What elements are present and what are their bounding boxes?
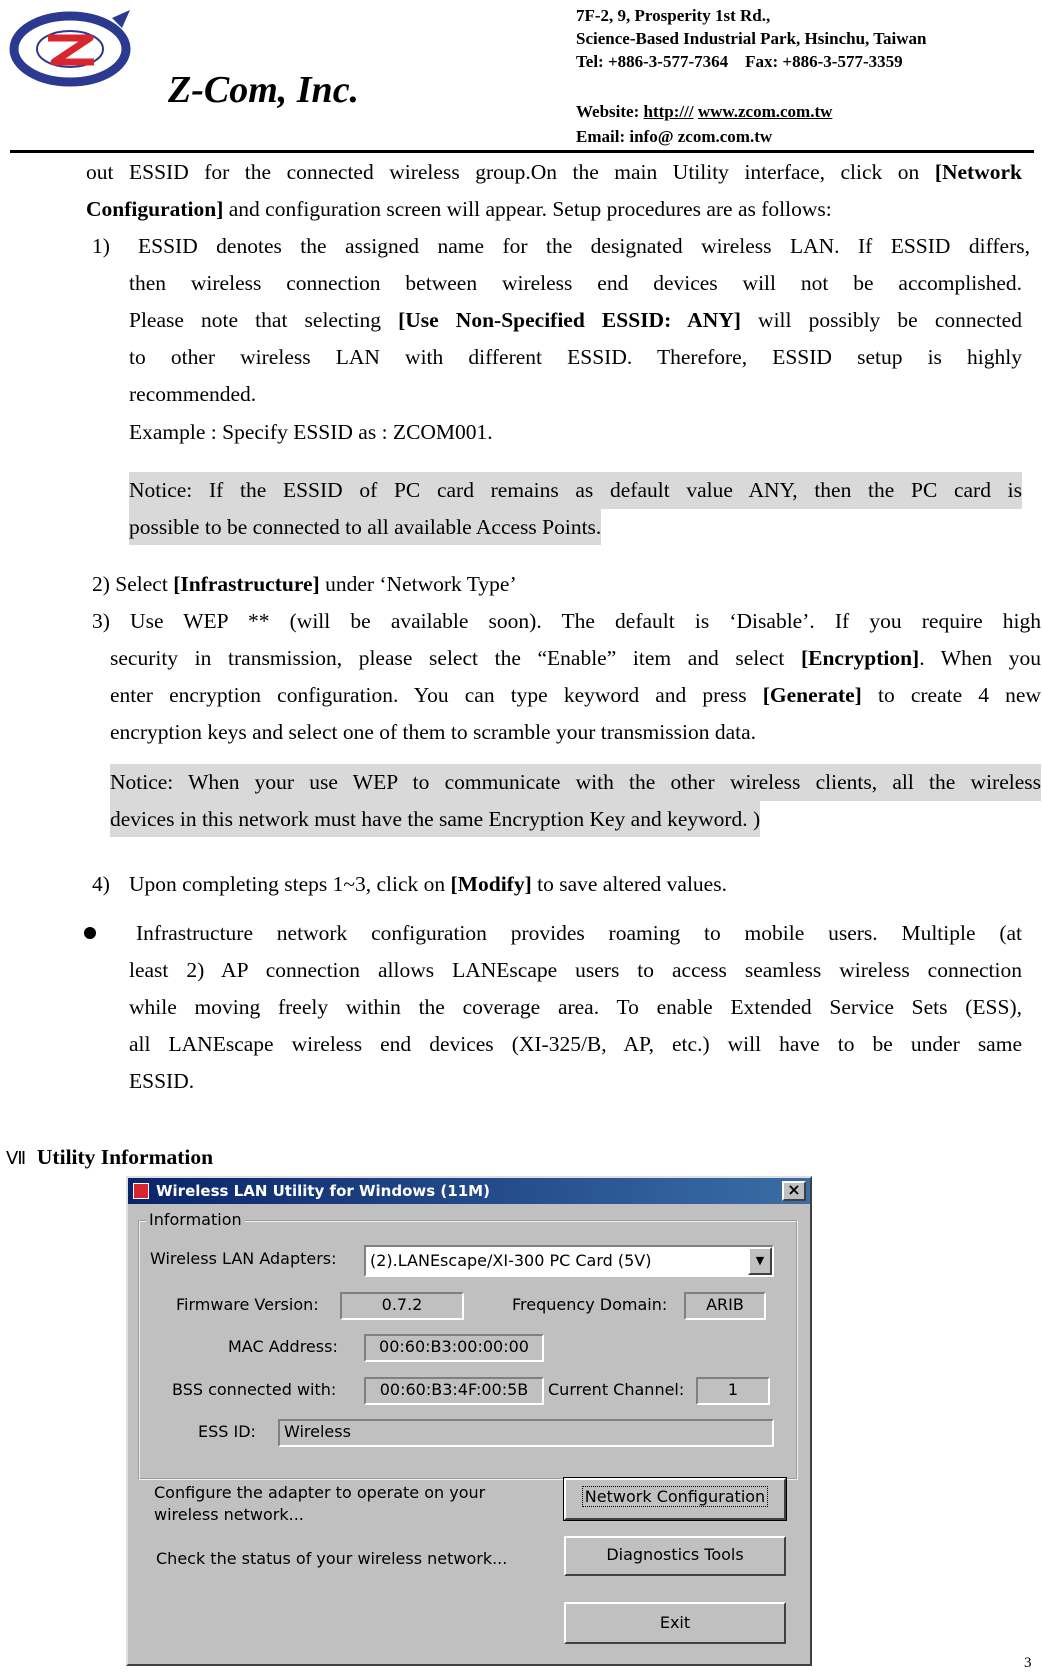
adapters-select-value: (2).LANEscape/XI-300 PC Card (5V) bbox=[370, 1251, 652, 1270]
step4-text: Upon completing steps 1~3, click on [Modify] to save altered values. bbox=[129, 872, 727, 896]
section-title: Utility Information bbox=[36, 1145, 214, 1169]
frequency-value: ARIB bbox=[684, 1292, 766, 1320]
exit-button[interactable]: Exit bbox=[564, 1602, 786, 1644]
notice1-line-1: Notice: If the ESSID of PC card remains as default value ANY, then the PC card is bbox=[129, 472, 1022, 509]
dialog-title: Wireless LAN Utility for Windows (11M) bbox=[156, 1182, 490, 1200]
page-number: 3 bbox=[1024, 1655, 1032, 1671]
configure-description-1: Configure the adapter to operate on your bbox=[154, 1483, 486, 1502]
bullet-line-3: while moving freely within the coverage area. To enable Extended Service Sets (ESS), bbox=[129, 995, 1022, 1019]
step1-number: 1) bbox=[92, 234, 110, 258]
intro-line-2: Configuration] and configuration screen will appear. Setup procedures are as follows: bbox=[86, 197, 832, 221]
z-logo-icon bbox=[8, 6, 138, 88]
website-link[interactable]: www.zcom.com.tw bbox=[697, 102, 833, 121]
bullet-icon bbox=[84, 927, 96, 939]
chevron-down-icon: ▼ bbox=[755, 1254, 765, 1267]
firmware-label: Firmware Version: bbox=[176, 1295, 319, 1314]
network-configuration-button[interactable]: Network Configuration bbox=[564, 1478, 786, 1520]
website-label: Website: bbox=[576, 102, 644, 121]
bullet-line-5: ESSID. bbox=[129, 1069, 195, 1093]
mac-label: MAC Address: bbox=[228, 1337, 338, 1356]
notice2-line-2: devices in this network must have the same Encryption Key and keyword. ) bbox=[110, 801, 760, 837]
step1-line-5: recommended. bbox=[129, 382, 257, 406]
step1-line-3: Please note that selecting [Use Non-Specified ESSID: ANY] will possibly be connected bbox=[129, 308, 1022, 332]
intro-line-1: out ESSID for the connected wireless group.On the main Utility interface, click on [Network bbox=[86, 160, 1022, 184]
frequency-label: Frequency Domain: bbox=[512, 1295, 668, 1314]
bullet-line-2: least 2) AP connection allows LANEscape users to access seamless wireless connection bbox=[129, 958, 1022, 982]
step3-line-4: encryption keys and select one of them to scramble your transmission data. bbox=[110, 720, 757, 744]
diagnostics-tools-button[interactable]: Diagnostics Tools bbox=[564, 1536, 786, 1576]
close-icon: × bbox=[787, 1180, 801, 1199]
configure-description-2: wireless network... bbox=[154, 1505, 304, 1524]
website-http-link[interactable]: http:/// bbox=[643, 102, 694, 121]
essid-value: Wireless bbox=[278, 1419, 774, 1447]
address-line-1: 7F-2, 9, Prosperity 1st Rd., bbox=[576, 6, 771, 25]
step1-line-4: to other wireless LAN with different ESSID. Therefore, ESSID setup is highly bbox=[129, 345, 1022, 369]
channel-value: 1 bbox=[696, 1377, 770, 1405]
notice2-line-1: Notice: When your use WEP to communicate with the other wireless clients, all the wireless bbox=[110, 764, 1041, 801]
mac-value: 00:60:B3:00:00:00 bbox=[364, 1334, 544, 1362]
phone-line bbox=[576, 51, 903, 73]
step1-line-2: then wireless connection between wireless end devices will not be accomplished. bbox=[129, 271, 1022, 295]
adapters-select[interactable] bbox=[364, 1245, 774, 1277]
bss-value: 00:60:B3:4F:00:5B bbox=[364, 1377, 544, 1405]
notice1-line-2: possible to be connected to all available Access Points. bbox=[129, 509, 601, 545]
section-numeral: Ⅶ bbox=[6, 1148, 27, 1169]
dialog-titlebar bbox=[128, 1178, 810, 1204]
tel: Tel: +886-3-577-7364 bbox=[576, 52, 729, 71]
step3-line-1: 3) Use WEP ** (will be available soon). The default is ‘Disable’. If you require high bbox=[92, 609, 1041, 633]
utility-dialog bbox=[126, 1176, 812, 1666]
step2: 2) Select [Infrastructure] under ‘Network Type’ bbox=[92, 572, 517, 596]
email-line: Email: info@ zcom.com.tw bbox=[576, 127, 773, 146]
bss-label: BSS connected with: bbox=[172, 1380, 337, 1399]
fax: Fax: +886-3-577-3359 bbox=[745, 52, 903, 71]
firmware-value: 0.7.2 bbox=[340, 1292, 464, 1320]
information-group-label: Information bbox=[146, 1210, 245, 1230]
channel-label: Current Channel: bbox=[548, 1380, 685, 1399]
bullet-line-4: all LANEscape wireless end devices (XI-325/B, AP, etc.) will have to be under same bbox=[129, 1032, 1022, 1056]
step3-line-3: enter encryption configuration. You can type keyword and press [Generate] to create 4 new bbox=[110, 683, 1041, 707]
header-rule bbox=[10, 150, 1034, 153]
website-line bbox=[576, 101, 832, 123]
close-button[interactable] bbox=[782, 1181, 806, 1201]
status-description: Check the status of your wireless network... bbox=[156, 1549, 508, 1568]
adapters-label: Wireless LAN Adapters: bbox=[150, 1249, 337, 1268]
step1-line-1: ESSID denotes the assigned name for the designated wireless LAN. If ESSID differs, bbox=[138, 234, 1030, 258]
step3-line-2: security in transmission, please select the “Enable” item and select [Encryption]. When you bbox=[110, 646, 1041, 670]
section-heading bbox=[6, 1139, 213, 1177]
step4-number: 4) bbox=[92, 872, 110, 896]
essid-label: ESS ID: bbox=[198, 1422, 256, 1441]
dropdown-button[interactable] bbox=[748, 1247, 772, 1275]
company-logo bbox=[8, 6, 138, 88]
address-line-2: Science-Based Industrial Park, Hsinchu, Taiwan bbox=[576, 29, 927, 48]
app-icon bbox=[133, 1183, 149, 1199]
step1-example: Example : Specify ESSID as : ZCOM001. bbox=[129, 420, 493, 444]
bullet-line-1: Infrastructure network configuration provides roaming to mobile users. Multiple (at bbox=[136, 921, 1022, 945]
company-name: Z-Com, Inc. bbox=[168, 69, 360, 111]
